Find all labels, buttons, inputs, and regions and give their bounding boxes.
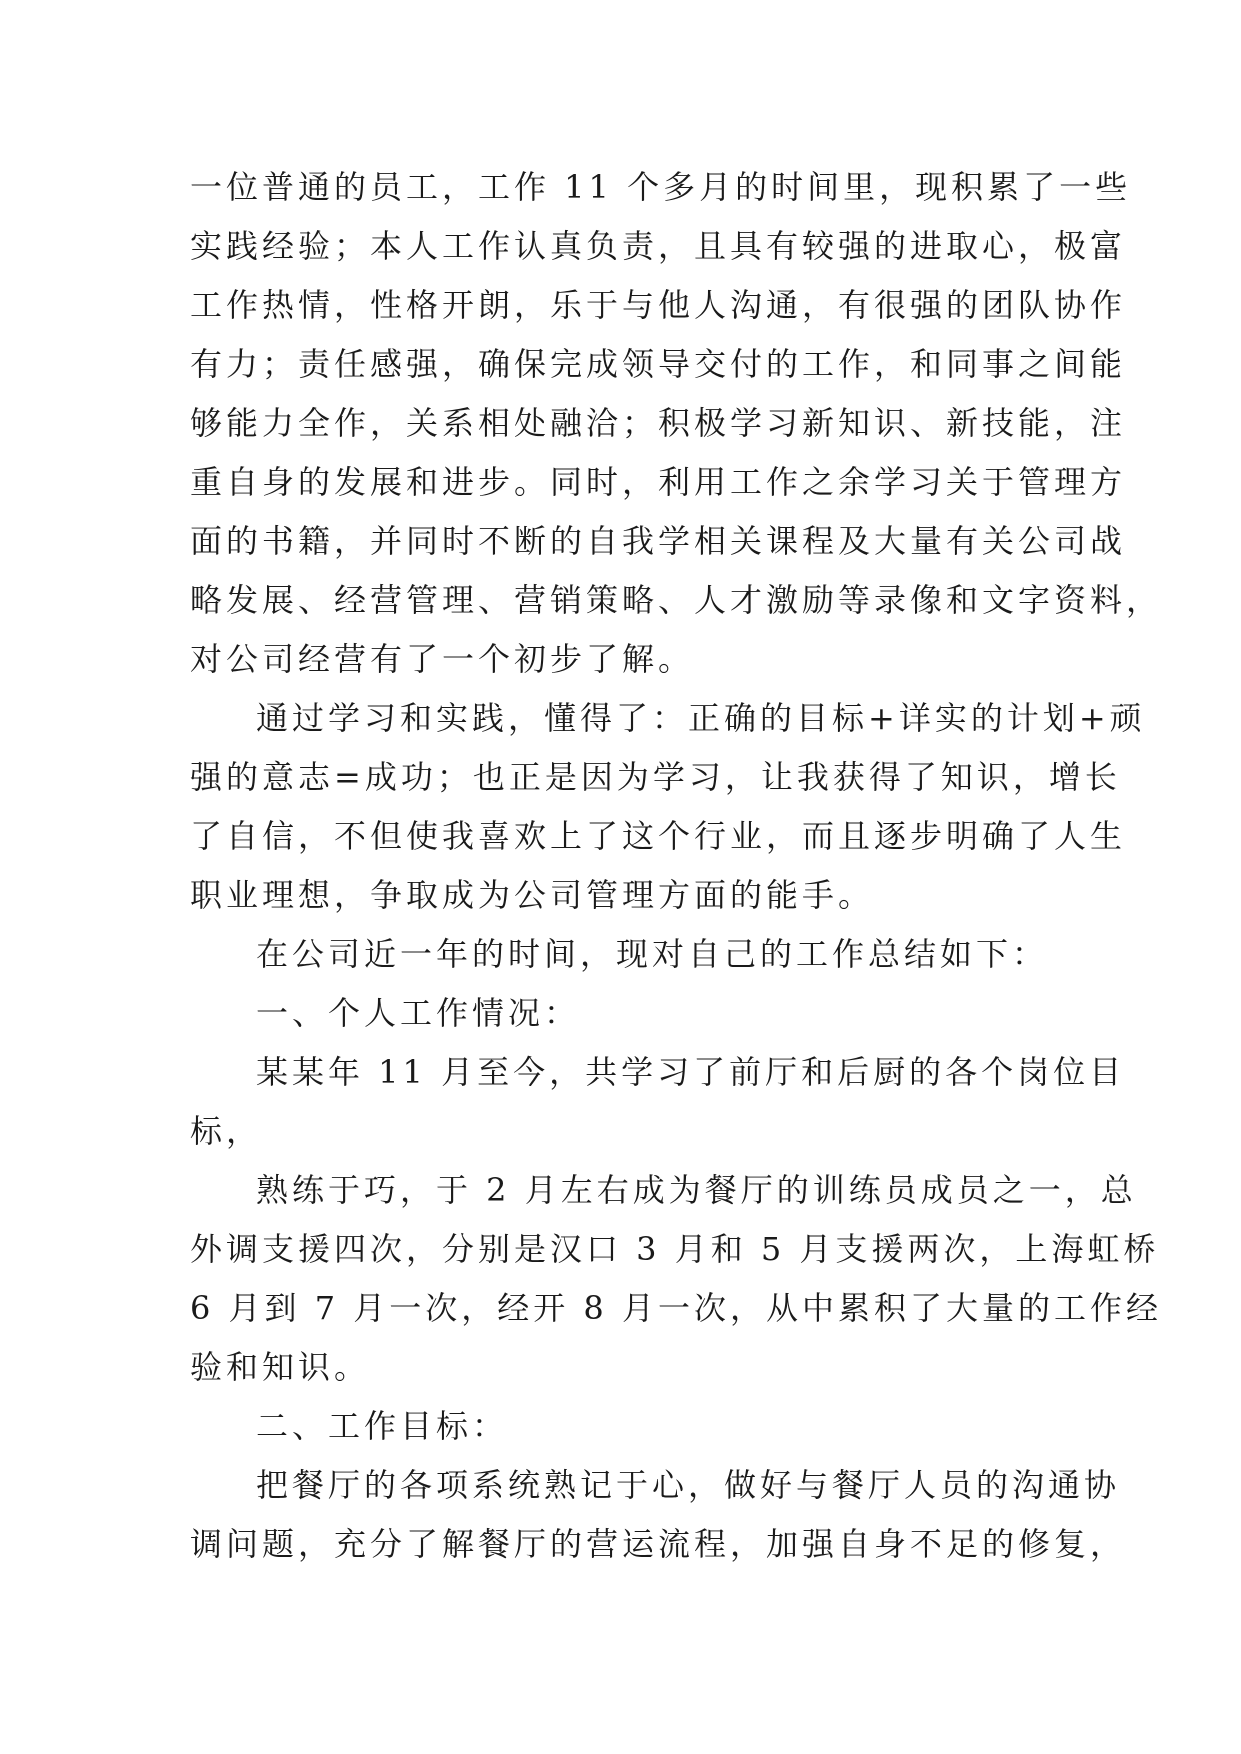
text-line: 一、个人工作情况：	[256, 994, 581, 1032]
text-line: 够能力全作，关系相处融洽；积极学习新知识、新技能，注	[190, 404, 1127, 442]
text-line: 一位普通的员工，工作 11 个多月的时间里，现积累了一些	[190, 168, 1132, 206]
text-line: 略发展、经营管理、营销策略、人才激励等录像和文字资料，	[190, 581, 1163, 619]
text-line: 了自信，不但使我喜欢上了这个行业，而且逐步明确了人生	[190, 817, 1127, 855]
text-line: 职业理想，争取成为公司管理方面的能手。	[190, 876, 875, 914]
document-body	[190, 158, 1163, 1574]
text-line: 重自身的发展和进步。同时，利用工作之余学习关于管理方	[190, 463, 1127, 501]
text-line: 某某年 11 月至今，共学习了前厅和后厨的各个岗位目	[256, 1053, 1126, 1091]
text-line: 熟练于巧，于 2 月左右成为餐厅的训练员成员之一，总	[256, 1171, 1137, 1209]
text-line: 二、工作目标：	[256, 1407, 509, 1445]
text-line: 对公司经营有了一个初步了解。	[190, 640, 695, 678]
text-line: 面的书籍，并同时不断的自我学相关课程及大量有关公司战	[190, 522, 1127, 560]
text-line: 通过学习和实践，懂得了：正确的目标+详实的计划+顽	[256, 699, 1146, 737]
text-line: 外调支援四次，分别是汉口 3 月和 5 月支援两次，上海虹桥	[190, 1230, 1160, 1268]
text-line: 工作热情，性格开朗，乐于与他人沟通，有很强的团队协作	[190, 286, 1127, 324]
text-line: 验和知识。	[190, 1348, 371, 1386]
text-line: 标，	[190, 1112, 263, 1150]
text-line: 有力；责任感强，确保完成领导交付的工作，和同事之间能	[190, 345, 1127, 383]
text-line: 强的意志=成功；也正是因为学习，让我获得了知识，增长	[190, 758, 1121, 796]
text-line: 在公司近一年的时间，现对自己的工作总结如下：	[256, 935, 1049, 973]
text-line: 6 月到 7 月一次，经开 8 月一次，从中累积了大量的工作经	[190, 1289, 1162, 1327]
text-line: 实践经验；本人工作认真负责，且具有较强的进取心，极富	[190, 227, 1127, 265]
text-line: 把餐厅的各项系统熟记于心，做好与餐厅人员的沟通协	[256, 1466, 1121, 1504]
text-line: 调问题，充分了解餐厅的营运流程，加强自身不足的修复，	[190, 1525, 1127, 1563]
